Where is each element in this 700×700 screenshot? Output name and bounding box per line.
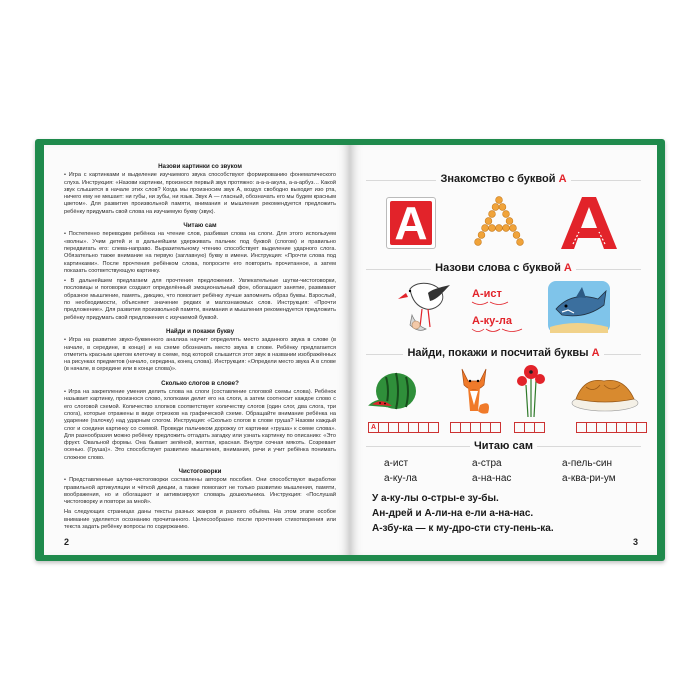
section-paragraph: • Игра на закрепление умения делить слова на слоги (составление слоговой схемы слова). Ребёнок называет картинку, произнося слово, хлопками делит его на слоги, а затем соотносит каждое слово с его слоговой схемой. Количество хлопков соответствует количеству слогов (один слог, два слога, три слога), которые отражены в виде отрезков на графической схеме. Обращайте внимание ребёнка на ударение (галочку) над ударным слогом. Инструкция: «Сколько слогов в слове груша? Назови каждый слог и соедини картинку со схемой. Проведи пальчиком дорожку от картинки «груша» к схеме слова». Для разнообразия можно ребёнку предложить отгадать загадку или узнать картинку по описанию: «Это фрукт. Овальной формы. Она бывает зелёной, желтая, красная. Внутри сочная мякоть. Созревает осенью. (Груша)». Это способствует развитию мышления, внимания, речи и учит ребёнка понимать сложное слово. <box>64 389 336 461</box>
page-number-left: 2 <box>64 537 70 547</box>
section-paragraph: • Игра на развитие звуко-буквенного анализа научит определять место заданного звука в слове (в начале, в середине, в конце) и на схеме обозначать место звука в слове. Ребёнку предлагается отметить красным цветом клеточку в схеме, под которой слышится этот звук в названии изображённых на рисунках предметов (начало, середина, конец слова). Инструкция: «Определи место звука А в слове (в начале, в середине или в конце слова)». <box>64 337 336 373</box>
sound-scheme-fox[interactable] <box>450 422 501 433</box>
section-heading: Назови картинки со звуком <box>158 163 242 170</box>
letter-tile-striped <box>560 195 618 251</box>
poppy-icon <box>514 363 548 419</box>
reading-sentence: У а-ку-лы о-стры-е зу-бы. <box>372 493 499 504</box>
syllable-arc <box>470 328 526 334</box>
section-heading: Сколько слогов в слове? <box>161 379 239 387</box>
section-title-find-letters: Найди, покажи и посчитай буквы А <box>350 347 657 359</box>
section-heading: Найди и покажи букву <box>165 327 235 335</box>
shark-icon <box>546 279 612 335</box>
section-title-read-myself: Читаю сам <box>350 440 657 452</box>
reading-word: а-на-нас <box>472 473 512 484</box>
pie-icon <box>570 371 640 413</box>
reading-word: а-стра <box>472 458 502 469</box>
left-page <box>44 145 350 555</box>
word-shark: А-ку-ла <box>472 315 512 327</box>
fox-icon <box>454 365 494 417</box>
sound-scheme-watermelon[interactable]: А <box>368 422 439 433</box>
striped-letter-a-icon <box>560 195 618 251</box>
syllable-arc <box>470 301 510 307</box>
section-heading: Читаю сам <box>183 222 217 230</box>
reading-word: а-пель-син <box>562 458 613 469</box>
letter-tile-solid: А <box>386 197 436 249</box>
section-paragraph: • В дальнейшем предлагаем для прочтения предложения. Увлекательные шутки-чистоговорки, пословицы и поговорки создают определённый эмоциональный фон, обогащают занятие, развивают образное мышление, память, дикцию, что помогает ребёнку лучше запомнить образ буквы. Взрослый, по необходимости, объясняет значение редких и малознакомых слов. Инструкция: «Прочти предложение». Для развития произвольной памяти, внимания и мышления рекомендуется предложить ребёнку придумать свой предложения с изучаемой буквой. <box>64 278 336 321</box>
reading-word: а-ква-ри-ум <box>562 473 616 484</box>
right-page <box>350 145 657 555</box>
reading-word: а-ист <box>384 458 409 469</box>
section-heading: Чистоговорки <box>178 467 222 475</box>
section-title-name-words: Назови слова с буквой А <box>350 262 657 274</box>
reading-word: а-ку-ла <box>384 473 418 484</box>
section-paragraph: • Постепенно переводим ребёнка на чтение слов, разбивая слова на слоги. Для этого используем «волны». Учим детей и в дальнейшем удерживать пальчик под буквой (слогом) и правильно передвигать его: слева-направо. Выразительному чтению способствует выделение ударного слога. Обязательно также внимание на первую (заглавную) букву в имени. Инструкция: «Прочти слова под картинками». После прочтения ребёнком слова, попросите его повторить прочитанное, а затем показать соответствующую картинку. <box>64 231 336 274</box>
word-stork: А-ист <box>472 288 502 300</box>
sound-scheme-poppy[interactable] <box>514 422 545 433</box>
section-paragraph: На следующих страницах даны тексты разных жанров и разного объёма. На этом этапе особое внимание уделяется осознанию прочитанного. Целесообразно после прочтения стихотворения или текста задать ребёнку вопросы по содержанию. <box>64 509 336 531</box>
page-number-right: 3 <box>633 537 639 547</box>
reading-sentence: Ан-дрей и А-ли-на е-ли а-на-нас. <box>372 508 534 519</box>
section-title-acquaintance: Знакомство с буквой А <box>350 173 657 185</box>
left-page-text <box>64 157 336 534</box>
section-paragraph: • Представленные шутки-чистоговорки составлены автором пособия. Они способствуют выработке правильной артикуляции и чёткой дикции, а также помогают не только развитию мышления, памяти, воображения, но и обогащают и активизируют словарь дошкольника. Инструкция: «Послушай чистоговорку и повтори за мной». <box>64 477 336 506</box>
stork-icon <box>398 279 460 339</box>
section-paragraph: • Игра с картинками и выделение изучаемого звука способствуют формированию фонематического слуха. Инструкция: «Назови картинки, произнося первый звук протяжно: а-а-а-акула, а-а-арбуз… Какой звук слышится в начале этих слов? Когда мы произносим звук А, воздух свободно выходит изо рта, ничего ему не мешает: ни губы, ни зубы, ни язык. Звук А — гласный, обозначать его мы будем красным цветом». Для развития произвольной памяти, внимания и мышления рекомендуется предложить ребёнку придумать свой слова на изучаемую букву (звук). <box>64 172 336 215</box>
reading-sentence: А-збу-ка — к му-дро-сти сту-пень-ка. <box>372 523 554 534</box>
sound-scheme-pie[interactable] <box>576 422 647 433</box>
beads-letter-a-icon <box>471 195 527 249</box>
letter-tile-beads <box>471 195 527 249</box>
watermelon-icon <box>368 369 420 415</box>
